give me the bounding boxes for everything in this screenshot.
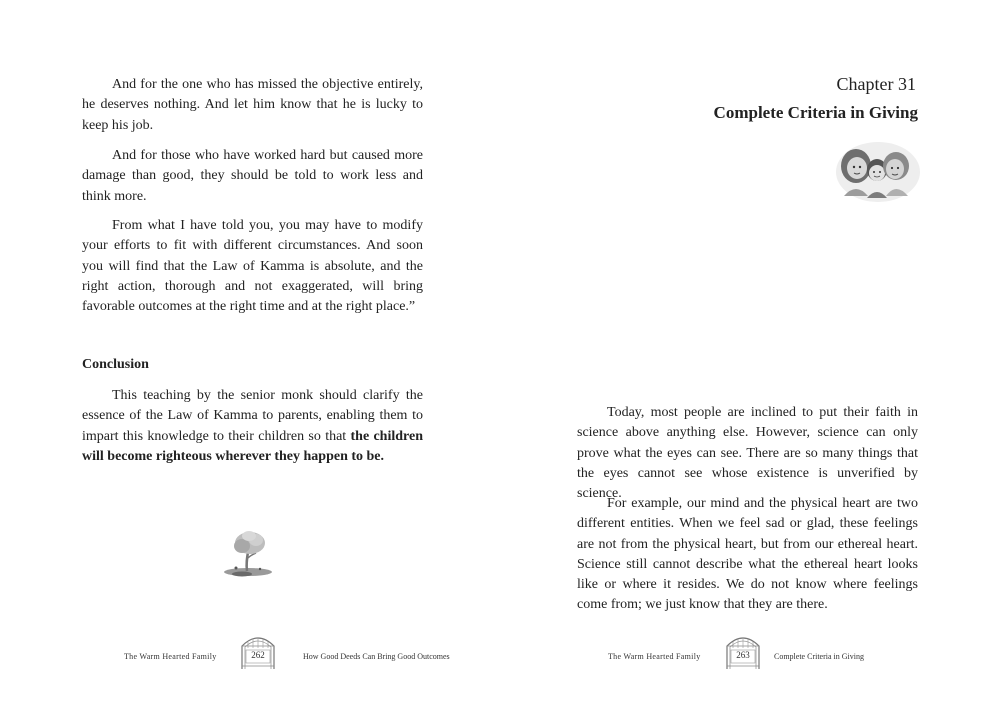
conclusion-bold-text: the children will become righteous wherever they happen to be. bbox=[82, 428, 423, 464]
right-footer bbox=[606, 632, 926, 672]
page-number: 263 bbox=[736, 650, 750, 660]
conclusion-heading: Conclusion bbox=[82, 357, 149, 372]
footer-book-title: The Warm Hearted Family bbox=[124, 652, 217, 661]
conclusion-paragraph bbox=[82, 386, 423, 467]
left-paragraph-1: And for the one who has missed the objective entirely, he deserves nothing. And let him know that he is lucky to keep his job. bbox=[82, 77, 423, 133]
footer-section-title: Complete Criteria in Giving bbox=[774, 652, 864, 661]
footer-section-title: How Good Deeds Can Bring Good Outcomes bbox=[303, 652, 450, 661]
conclusion-text: This teaching by the senior monk should clarify the essence of the Law of Kamma to parents, enabling them to impart this knowledge to their children so that bbox=[82, 388, 423, 444]
chapter-title: Complete Criteria in Giving bbox=[713, 103, 918, 122]
right-paragraph-1: Today, most people are inclined to put their faith in science above anything else. However, science can only prove what the eyes can see. There are so many things that the eyes cannot see whose existence is unverified by science. bbox=[577, 405, 918, 502]
page-number: 262 bbox=[251, 650, 265, 660]
tree-illustration-icon bbox=[220, 528, 276, 578]
right-page bbox=[500, 0, 1000, 707]
right-paragraph-2: For example, our mind and the physical heart are two different entities. When we feel sad or glad, these feelings are not from the physical heart, but from our ethereal heart. Science still cannot describe what the ethereal heart looks like or where it resides. We do not know where feelings come from; we just know that they are there. bbox=[577, 496, 918, 613]
left-paragraph-3: From what I have told you, you may have to modify your efforts to fit with different circumstances. And soon you will find that the Law of Kamma is absolute, and the right action, thorough and not exaggerated, will bring favorable outcomes at the right time and at the right place.” bbox=[82, 218, 423, 315]
left-footer bbox=[120, 632, 450, 672]
chapter-number: Chapter 31 bbox=[836, 74, 916, 94]
left-paragraph-2: And for those who have worked hard but caused more damage than good, they should be told to work less and think more. bbox=[82, 148, 423, 204]
family-illustration-icon bbox=[834, 136, 920, 204]
footer-book-title: The Warm Hearted Family bbox=[608, 652, 701, 661]
